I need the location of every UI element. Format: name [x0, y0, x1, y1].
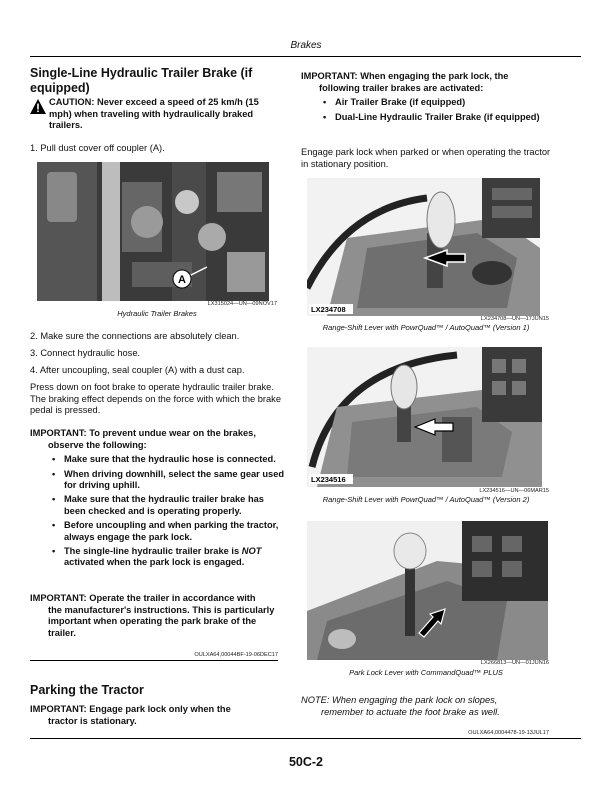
important-wear-block	[30, 428, 286, 572]
section-heading-parking: Parking the Tractor	[30, 683, 144, 697]
range-shift-lever-v2-photo	[307, 347, 542, 487]
list-item: • When driving downhill, select the same gear used for driving uphill.	[30, 469, 286, 492]
important-park-lock-line2: following trailer brakes are activated:	[319, 82, 484, 93]
doc-code-left: OULXA64,00044BF-19-06DEC17	[194, 652, 278, 658]
important-park-lock-line1: IMPORTANT: When engaging the park lock, the	[301, 71, 509, 81]
figure-code-lx234708: LX234708—UN—17JUN15	[480, 316, 549, 322]
figure-code-lx315024: LX315024—UN—09NOV17	[207, 301, 277, 307]
list-item-emphasis: NOT	[241, 546, 262, 557]
photo-tag-lx234708: LX234708	[311, 305, 346, 314]
list-item: • Before uncoupling and when parking the tractor, always engage the park lock.	[30, 520, 286, 543]
figure-code-lx234516: LX234516—UN—06MAR15	[479, 488, 549, 494]
list-item	[30, 546, 286, 569]
trailer-brake-list	[301, 97, 553, 123]
important-manufacturer-block	[30, 593, 286, 639]
step-4: 4. After uncoupling, seal coupler (A) with a dust cap.	[30, 365, 245, 375]
header-rule	[30, 56, 581, 57]
figure-caption-hydraulic: Hydraulic Trailer Brakes	[117, 309, 197, 318]
left-heading	[30, 66, 284, 96]
important-manufacturer-line1: IMPORTANT: Operate the trailer in accordance with	[30, 593, 256, 603]
step-2: 2. Make sure the connections are absolutely clean.	[30, 331, 240, 341]
hydraulic-coupler-photo	[37, 162, 269, 301]
foot-brake-paragraph: Press down on foot brake to operate hydraulic trailer brake. The braking effect depends on the force with which the brake pedal is pressed.	[30, 382, 281, 416]
important-parking-line1: IMPORTANT: Engage park lock only when the	[30, 704, 231, 714]
important-parking-block	[30, 704, 286, 727]
note-line1: NOTE: When engaging the park lock on slopes,	[301, 695, 498, 705]
footer-rule	[30, 738, 581, 739]
doc-code-right: OULXA64,0004478-19-13JUL17	[468, 730, 549, 736]
list-item: • Air Trailer Brake (if equipped)	[301, 97, 553, 108]
important-parking-line2: tractor is stationary.	[48, 715, 137, 726]
note-block	[301, 695, 553, 718]
figure-caption-park-lock: Park Lock Lever with CommandQuad™ PLUS	[349, 668, 503, 677]
callout-a-label: A	[178, 274, 186, 286]
park-lock-paragraph: Engage park lock when parked or when operating the tractor in stationary position.	[301, 147, 551, 169]
note-line2: remember to actuate the foot brake as well.	[321, 706, 500, 717]
photo-tag-lx234516: LX234516	[311, 475, 346, 484]
range-shift-lever-v1-photo	[307, 178, 540, 316]
park-lock-lever-photo	[307, 521, 548, 660]
left-section-rule	[30, 660, 278, 661]
page-number: 50C-2	[288, 755, 324, 769]
list-item: • Make sure that the hydraulic hose is connected.	[30, 454, 286, 465]
list-item: • Dual-Line Hydraulic Trailer Brake (if equipped)	[301, 112, 553, 123]
caution-text: CAUTION: Never exceed a speed of 25 km/h (15 mph) when traveling with hydraulically braked trailers.	[49, 97, 259, 131]
important-wear-line2: observe the following:	[48, 439, 147, 450]
important-manufacturer-rest: the manufacturer's instructions. This is particularly important when operating the park brake of the trailer.	[48, 604, 275, 638]
figure-caption-v2: Range-Shift Lever with PowrQuad™ / AutoQuad™ (Version 2)	[322, 495, 530, 504]
important-wear-list	[30, 454, 286, 569]
figure-caption-v1: Range-Shift Lever with PowrQuad™ / AutoQuad™ (Version 1)	[322, 323, 530, 332]
step-1: 1. Pull dust cover off coupler (A).	[30, 143, 165, 153]
important-wear-line1: IMPORTANT: To prevent undue wear on the brakes,	[30, 428, 256, 438]
important-park-lock-block	[301, 71, 553, 126]
caution-block	[30, 97, 284, 132]
list-item: • Make sure that the hydraulic trailer brake has been checked and is operating properly.	[30, 494, 286, 517]
warning-triangle-icon	[30, 99, 46, 114]
page-header-title: Brakes	[290, 40, 322, 51]
list-item-text: The single-line hydraulic trailer brake is	[64, 546, 242, 557]
step-3: 3. Connect hydraulic hose.	[30, 348, 141, 358]
parking-heading-wrap	[30, 683, 284, 698]
section-heading-trailer-brake: Single-Line Hydraulic Trailer Brake (if equipped)	[30, 66, 253, 95]
figure-code-lx266813: LX266813—UN—01JUN16	[480, 660, 549, 666]
list-item-text-end: activated when the park lock is engaged.	[64, 557, 245, 568]
